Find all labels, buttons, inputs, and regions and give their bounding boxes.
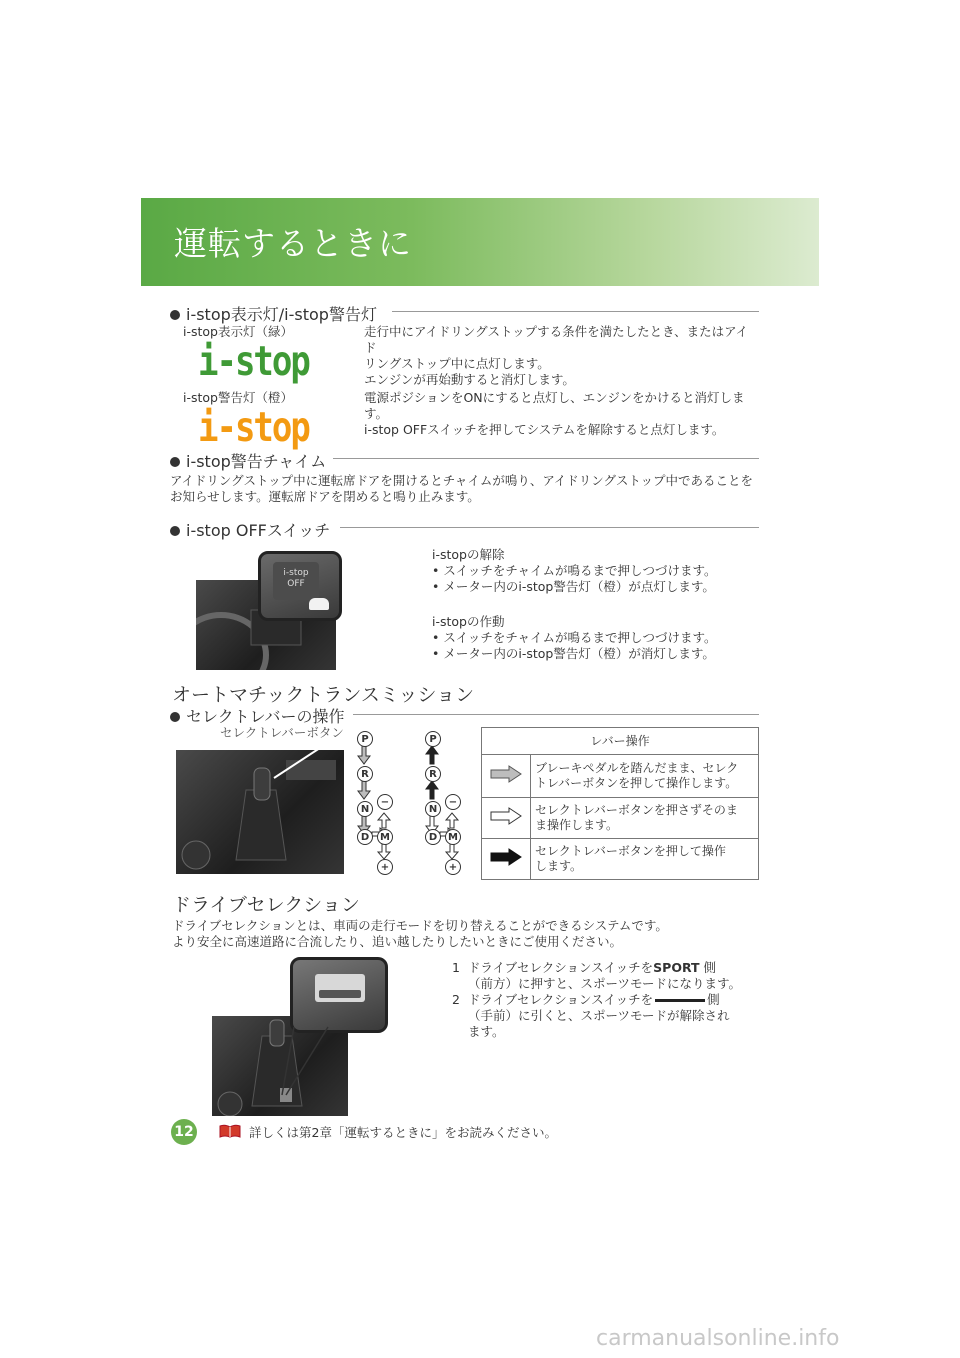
- chime-text: アイドリングストップ中に運転席ドアを開けるとチャイムが鳴り、アイドリングストップ中であることを お知らせします。運転席ドアを閉めると鳴り止みます。: [170, 473, 754, 504]
- gear-d: D: [425, 829, 441, 845]
- gear-n: N: [425, 801, 441, 817]
- gray-arrow-icon: [489, 765, 523, 783]
- lever-operation-table: [481, 727, 759, 880]
- activate-block: i-stopの作動 • スイッチをチャイムが鳴るまで押しつづけます。 • メーター内のi-stop警告灯（橙）が消灯します。: [432, 614, 717, 661]
- plus-icon: +: [445, 859, 461, 875]
- section-rule: [392, 311, 759, 312]
- gear-r: R: [425, 766, 441, 782]
- amber-lamp-label: i-stop警告灯（橙）: [183, 390, 293, 405]
- table-header: レバー操作: [482, 728, 759, 755]
- normal-mode-bar-icon: [655, 999, 705, 1002]
- istop-lamps-heading: i-stop表示灯/i-stop警告灯: [170, 302, 377, 325]
- drive-selection-switch-zoom: [290, 957, 388, 1033]
- table-row: セレクトレバーボタンを押して操作 します。: [482, 839, 759, 880]
- drive-selection-steps: 1 ドライブセレクションスイッチをSPORT 側 （前方）に押すと、スポーツモードになります。 2 ドライブセレクションスイッチを 側 （手前）に引くと、スポーツモードが解除され ます。: [452, 960, 742, 1039]
- footer-note: 詳しくは第2章「運転するときに」をお読みください。: [249, 1125, 557, 1140]
- transmission-title: オートマチックトランスミッション: [172, 684, 475, 706]
- drive-selection-title: ドライブセレクション: [172, 894, 360, 916]
- istop-amber-icon: i-stop: [198, 404, 309, 452]
- watermark: carmanualsonline.info: [596, 1326, 840, 1351]
- select-lever-heading: セレクトレバーの操作: [170, 704, 345, 727]
- gear-r: R: [357, 766, 373, 782]
- gate-diagram-right: [420, 728, 470, 876]
- drive-selection-intro: ドライブセレクションとは、車両の走行モードを切り替えることができるシステムです。 より安全に高速道路に合流したり、追い越したりしたいときにご使用ください。: [172, 918, 668, 949]
- amber-lamp-desc: 電源ポジションをONにすると点灯し、エンジンをかけると消灯しま す。 i-stop OFFスイッチを押してシステムを解除すると点灯します。: [364, 390, 745, 437]
- istop-off-switch[interactable]: [258, 551, 342, 621]
- book-icon: [219, 1124, 241, 1138]
- page-number-badge: 12: [171, 1119, 197, 1145]
- gear-d: D: [357, 829, 373, 845]
- chime-heading: i-stop警告チャイム: [170, 449, 326, 472]
- callout-line: [268, 742, 328, 782]
- gate-diagram-left: [352, 728, 402, 876]
- gear-n: N: [357, 801, 373, 817]
- off-switch-heading: i-stop OFFスイッチ: [170, 518, 330, 541]
- gear-m: M: [377, 829, 393, 845]
- istop-green-icon: i-stop: [198, 338, 309, 386]
- section-rule: [340, 527, 759, 528]
- plus-icon: +: [377, 859, 393, 875]
- cancel-block: i-stopの解除 • スイッチをチャイムが鳴るまで押しつづけます。 • メーター内のi-stop警告灯（橙）が点灯します。: [432, 547, 717, 594]
- minus-icon: −: [445, 794, 461, 810]
- green-lamp-label: i-stop表示灯（緑）: [183, 324, 293, 339]
- minus-icon: −: [377, 794, 393, 810]
- black-arrow-icon: [489, 848, 523, 866]
- green-lamp-desc: 走行中にアイドリングストップする条件を満たしたとき、またはアイド リングストップ中に点灯します。 エンジンが再始動すると消灯します。: [364, 324, 749, 387]
- select-lever-button-callout: セレクトレバーボタン: [220, 725, 344, 740]
- outline-arrow-icon: [489, 807, 523, 825]
- page-title: 運転するときに: [174, 224, 412, 263]
- switch-label: i-stop OFF: [273, 562, 319, 600]
- zoom-callout-line: [280, 1025, 340, 1100]
- gear-p: P: [425, 731, 441, 747]
- section-rule: [353, 714, 759, 715]
- section-rule: [333, 458, 759, 459]
- table-row: ブレーキペダルを踏んだまま、セレク トレバーボタンを押して操作します。: [482, 755, 759, 798]
- table-row: セレクトレバーボタンを押さずそのま ま操作します。: [482, 798, 759, 839]
- gear-p: P: [357, 731, 373, 747]
- finger-icon: [309, 598, 329, 610]
- gear-m: M: [445, 829, 461, 845]
